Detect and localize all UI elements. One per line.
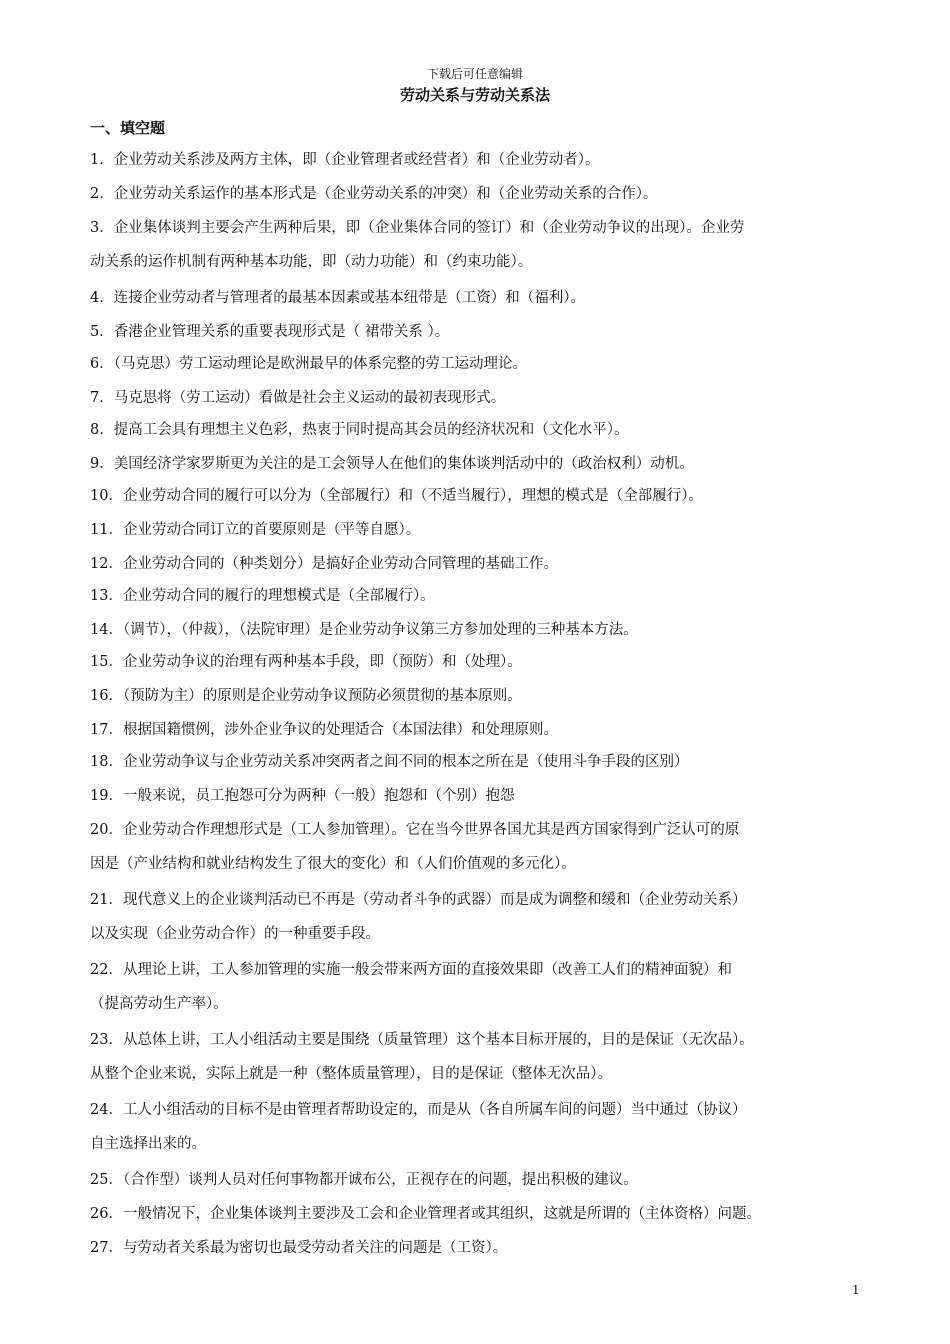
question-line: 26．一般情况下，企业集体谈判主要涉及工会和企业管理者或其组织，这就是所谓的（主体资格）问题。 (90, 1206, 761, 1222)
question-item (90, 347, 880, 381)
question-line: 17．根据国籍惯例，涉外企业争议的处理适合（本国法律）和处理原则。 (90, 722, 558, 738)
question-item (90, 315, 880, 349)
question-item (90, 479, 880, 513)
question-line: 14．（调节），（仲裁），（法院审理）是企业劳动争议第三方参加处理的三种基本方法。 (90, 622, 638, 638)
question-line: 24．工人小组活动的目标不是由管理者帮助设定的，而是从（各自所属车间的问题）当中通过（协议） (90, 1102, 747, 1118)
question-line: 21．现代意义上的企业谈判活动已不再是（劳动者斗争的武器）而是成为调整和缓和（企业劳动关系） (90, 892, 747, 908)
question-line: 6．（马克思）劳工运动理论是欧洲最早的体系完整的劳工运动理论。 (90, 356, 527, 372)
question-line: 13．企业劳动合同的履行的理想模式是（全部履行）。 (90, 588, 435, 604)
question-line: 1．企业劳动关系涉及两方主体，即（企业管理者或经营者）和（企业劳动者）。 (90, 152, 600, 168)
question-item (90, 883, 880, 951)
question-item (90, 211, 880, 279)
question-item (90, 1093, 880, 1161)
question-line-continued: 自主选择出来的。 (90, 1136, 206, 1152)
question-line-continued: 动关系的运作机制有两种基本功能，即（动力功能）和（约束功能）。 (90, 254, 533, 270)
question-line: 18．企业劳动争议与企业劳动关系冲突两者之间不同的根本之所在是（使用斗争手段的区别） (90, 754, 689, 770)
question-line: 11．企业劳动合同订立的首要原则是（平等自愿）。 (90, 522, 421, 538)
question-item (90, 613, 880, 647)
question-item (90, 381, 880, 415)
question-item (90, 1197, 880, 1231)
question-item (90, 143, 880, 177)
question-line-continued: 因是（产业结构和就业结构发生了很大的变化）和（人们价值观的多元化）。 (90, 856, 576, 872)
question-line: 7．马克思将（劳工运动）看做是社会主义运动的最初表现形式。 (90, 390, 506, 406)
question-line: 2．企业劳动关系运作的基本形式是（企业劳动关系的冲突）和（企业劳动关系的合作）。 (90, 186, 658, 202)
question-item (90, 447, 880, 481)
question-item (90, 953, 880, 1021)
question-line: 15．企业劳动争议的治理有两种基本手段，即（预防）和（处理）。 (90, 654, 522, 670)
question-item (90, 813, 880, 881)
question-item (90, 1163, 880, 1197)
question-item (90, 779, 880, 813)
question-line: 22．从理论上讲，工人参加管理的实施一般会带来两方面的直接效果即（改善工人们的精神面貌）和 (90, 962, 732, 978)
page-number: 1 (852, 1283, 860, 1297)
question-item (90, 1231, 880, 1265)
question-item (90, 713, 880, 747)
question-item (90, 547, 880, 581)
question-line-continued: 以及实现（企业劳动合作）的一种重要手段。 (90, 926, 380, 942)
question-item (90, 413, 880, 447)
question-item (90, 513, 880, 547)
question-item (90, 579, 880, 613)
question-line: 19．一般来说，员工抱怨可分为两种（一般）抱怨和（个别）抱怨 (90, 788, 515, 804)
question-item (90, 1023, 880, 1091)
question-line: 27．与劳动者关系最为密切也最受劳动者关注的问题是（工资）。 (90, 1240, 508, 1256)
document-title: 劳动关系与劳动关系法 (399, 86, 550, 104)
question-line: 9．美国经济学家罗斯更为关注的是工会领导人在他们的集体谈判活动中的（政治权利）动机。 (90, 456, 694, 472)
question-line-continued: 从整个企业来说，实际上就是一种（整体质量管理），目的是保证（整体无次品）。 (90, 1066, 612, 1082)
question-line: 20．企业劳动合作理想形式是（工人参加管理）。它在当今世界各国尤其是西方国家得到广泛认可的原 (90, 822, 740, 838)
question-line: 16．（预防为主）的原则是企业劳动争议预防必须贯彻的基本原则。 (90, 688, 522, 704)
question-line: 5．香港企业管理关系的重要表现形式是（ 裙带关系 ）。 (90, 324, 450, 340)
question-item (90, 281, 880, 315)
section-heading: 一、填空题 (90, 119, 166, 137)
question-line: 3．企业集体谈判主要会产生两种后果，即（企业集体合同的签订）和（企业劳动争议的出现）。企业劳 (90, 220, 745, 236)
question-line: 10．企业劳动合同的履行可以分为（全部履行）和（不适当履行），理想的模式是（全部履行）。 (90, 488, 703, 504)
question-line-continued: （提高劳动生产率）。 (90, 996, 228, 1012)
question-line: 8．提高工会具有理想主义色彩，热衷于同时提高其会员的经济状况和（文化水平）。 (90, 422, 629, 438)
question-line: 4．连接企业劳动者与管理者的最基本因素或基本纽带是（工资）和（福利）。 (90, 290, 585, 306)
question-line: 23．从总体上讲，工人小组活动主要是围绕（质量管理）这个基本目标开展的，目的是保证（无次品）。 (90, 1032, 754, 1048)
header-note: 下载后可任意编辑 (426, 67, 523, 81)
question-item (90, 177, 880, 211)
question-line: 12．企业劳动合同的（种类划分）是搞好企业劳动合同管理的基础工作。 (90, 556, 558, 572)
question-item (90, 679, 880, 713)
question-item (90, 645, 880, 679)
question-item (90, 745, 880, 779)
question-line: 25．（合作型）谈判人员对任何事物都开诚布公，正视存在的问题，提出积极的建议。 (90, 1172, 638, 1188)
